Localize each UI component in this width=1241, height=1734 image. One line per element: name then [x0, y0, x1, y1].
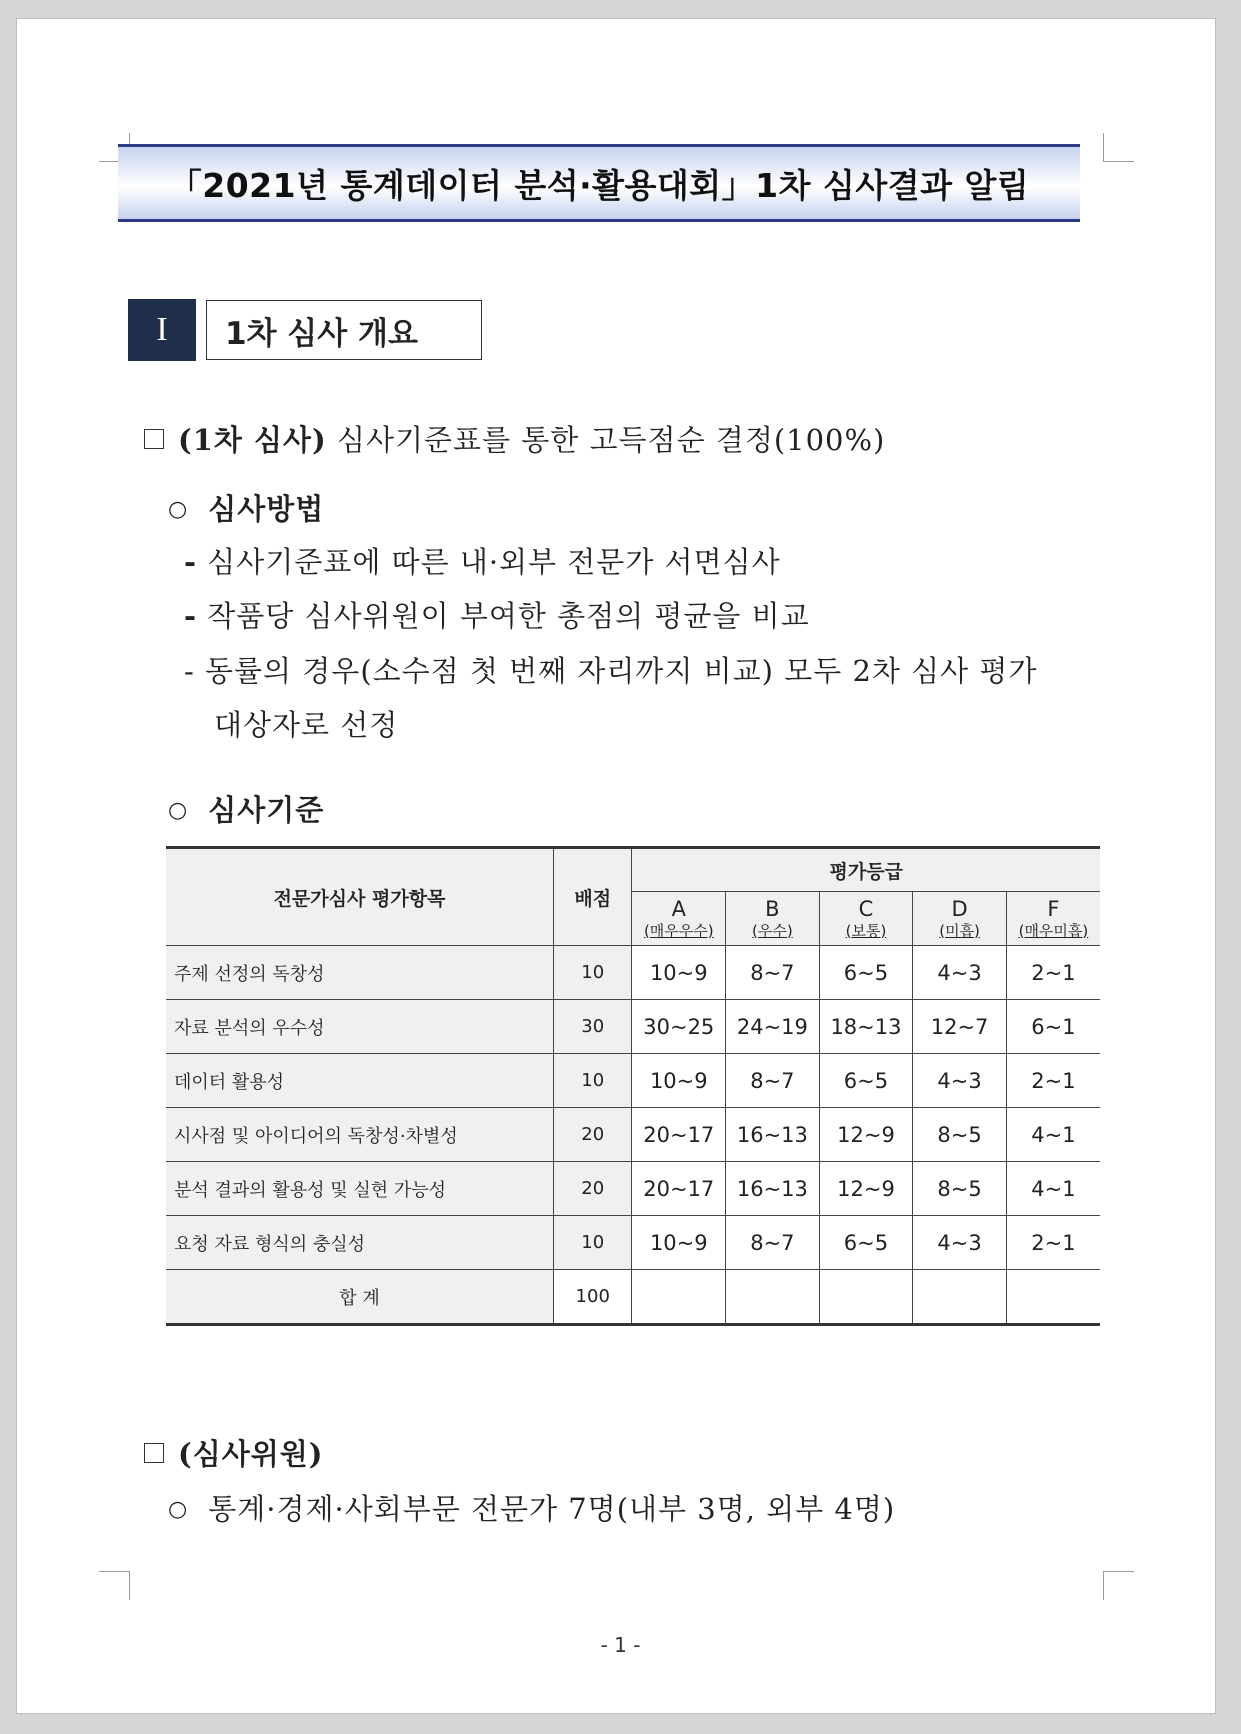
- grade-range: 16~13: [726, 1108, 820, 1162]
- grade-header: D (미흡): [913, 892, 1007, 946]
- grade-range: 2~1: [1006, 1054, 1100, 1108]
- column-header-score: 배점: [553, 848, 632, 946]
- grade-range: 16~13: [726, 1162, 820, 1216]
- criterion-score: 10: [553, 946, 632, 1000]
- grade-header: F (매우미흡): [1006, 892, 1100, 946]
- grade-range: 12~9: [819, 1108, 913, 1162]
- grade-header: B (우수): [726, 892, 820, 946]
- grade-range: 24~19: [726, 1000, 820, 1054]
- empty-cell: [1006, 1270, 1100, 1325]
- crop-mark-top-right: [1103, 133, 1134, 162]
- grade-range: 6~5: [819, 1216, 913, 1270]
- table-row: [166, 1000, 1100, 1054]
- method-item-text: 작품당 심사위원이 부여한 총점의 평균을 비교: [207, 599, 810, 633]
- table-row: [166, 1108, 1100, 1162]
- table-row: [166, 1054, 1100, 1108]
- criterion-item: 요청 자료 형식의 충실성: [166, 1216, 553, 1270]
- grade-range: 8~5: [913, 1162, 1007, 1216]
- method-item: [184, 594, 810, 635]
- table-total-row: [166, 1270, 1100, 1325]
- grade-range: 8~7: [726, 1216, 820, 1270]
- circle-bullet-icon: ○: [168, 798, 189, 823]
- empty-cell: [726, 1270, 820, 1325]
- grade-header: A (매우우수): [632, 892, 726, 946]
- criteria-heading-line: [168, 788, 324, 829]
- criterion-score: 30: [553, 1000, 632, 1054]
- reviewers-text: 통계·경제·사회부문 전문가 7명(내부 3명, 외부 4명): [208, 1492, 896, 1526]
- grade-range: 10~9: [632, 946, 726, 1000]
- empty-cell: [819, 1270, 913, 1325]
- criterion-score: 10: [553, 1054, 632, 1108]
- dash-bullet: -: [184, 545, 198, 579]
- grade-range: 10~9: [632, 1216, 726, 1270]
- criteria-table: [166, 846, 1100, 1326]
- grade-range: 10~9: [632, 1054, 726, 1108]
- grade-range: 18~13: [819, 1000, 913, 1054]
- grade-range: 8~5: [913, 1108, 1007, 1162]
- grade-range: 20~17: [632, 1162, 726, 1216]
- grade-range: 6~5: [819, 946, 913, 1000]
- table-row: [166, 1216, 1100, 1270]
- method-item-text: 심사기준표에 따른 내·외부 전문가 서면심사: [207, 545, 781, 579]
- empty-cell: [913, 1270, 1007, 1325]
- criterion-item: 시사점 및 아이디어의 독창성·차별성: [166, 1108, 553, 1162]
- grade-range: 12~7: [913, 1000, 1007, 1054]
- criterion-item: 주제 선정의 독창성: [166, 946, 553, 1000]
- crop-mark-bottom-right: [1103, 1571, 1134, 1600]
- reviewers-label: (심사위원): [178, 1437, 324, 1471]
- criterion-score: 20: [553, 1108, 632, 1162]
- square-bullet-icon: [144, 1443, 164, 1463]
- grade-range: 4~1: [1006, 1108, 1100, 1162]
- grade-range: 8~7: [726, 946, 820, 1000]
- grade-range: 6~1: [1006, 1000, 1100, 1054]
- total-label: 합 계: [166, 1270, 553, 1325]
- grade-range: 12~9: [819, 1162, 913, 1216]
- criterion-score: 10: [553, 1216, 632, 1270]
- criterion-item: 자료 분석의 우수성: [166, 1000, 553, 1054]
- document-title: 「2021년 통계데이터 분석·활용대회」1차 심사결과 알림: [168, 165, 1030, 205]
- first-review-label: (1차 심사): [178, 423, 327, 457]
- dash-bullet: -: [184, 599, 198, 633]
- square-bullet-icon: [144, 429, 164, 449]
- method-heading-line: [168, 487, 324, 528]
- total-score: 100: [553, 1270, 632, 1325]
- grade-range: 30~25: [632, 1000, 726, 1054]
- grade-range: 6~5: [819, 1054, 913, 1108]
- grade-range: 4~3: [913, 1216, 1007, 1270]
- method-item-text: 동률의 경우(소수점 첫 번째 자리까지 비교) 모두 2차 심사 평가: [205, 654, 1038, 688]
- grade-header: C (보통): [819, 892, 913, 946]
- page-number: - 1 -: [600, 1633, 641, 1657]
- method-heading: 심사방법: [208, 492, 325, 526]
- grade-range: 4~3: [913, 1054, 1007, 1108]
- criterion-item: 데이터 활용성: [166, 1054, 553, 1108]
- crop-mark-bottom-left: [99, 1571, 130, 1600]
- circle-bullet-icon: ○: [168, 1497, 189, 1522]
- grade-range: 8~7: [726, 1054, 820, 1108]
- table-row: [166, 1162, 1100, 1216]
- method-item: [184, 649, 1037, 690]
- table-row: [166, 946, 1100, 1000]
- document-title-banner: [118, 144, 1080, 222]
- method-item-continuation: 대상자로 선정: [214, 708, 399, 742]
- section-title: 1차 심사 개요: [206, 300, 482, 360]
- first-review-line: [144, 418, 885, 459]
- reviewers-line: [144, 1432, 324, 1473]
- reviewers-detail-line: [168, 1487, 895, 1528]
- criterion-score: 20: [553, 1162, 632, 1216]
- grade-range: 2~1: [1006, 1216, 1100, 1270]
- grade-range: 4~3: [913, 946, 1007, 1000]
- circle-bullet-icon: ○: [168, 497, 189, 522]
- criteria-heading: 심사기준: [208, 793, 325, 827]
- column-header-item: 전문가심사 평가항목: [166, 848, 553, 946]
- criterion-item: 분석 결과의 활용성 및 실현 가능성: [166, 1162, 553, 1216]
- grade-range: 4~1: [1006, 1162, 1100, 1216]
- section-number: I: [128, 299, 196, 361]
- first-review-text: 심사기준표를 통한 고득점순 결정(100%): [336, 423, 886, 457]
- grade-range: 20~17: [632, 1108, 726, 1162]
- empty-cell: [632, 1270, 726, 1325]
- method-item: [184, 540, 781, 581]
- grade-range: 2~1: [1006, 946, 1100, 1000]
- column-header-grade: 평가등급: [632, 848, 1100, 892]
- dash-bullet: -: [184, 654, 195, 688]
